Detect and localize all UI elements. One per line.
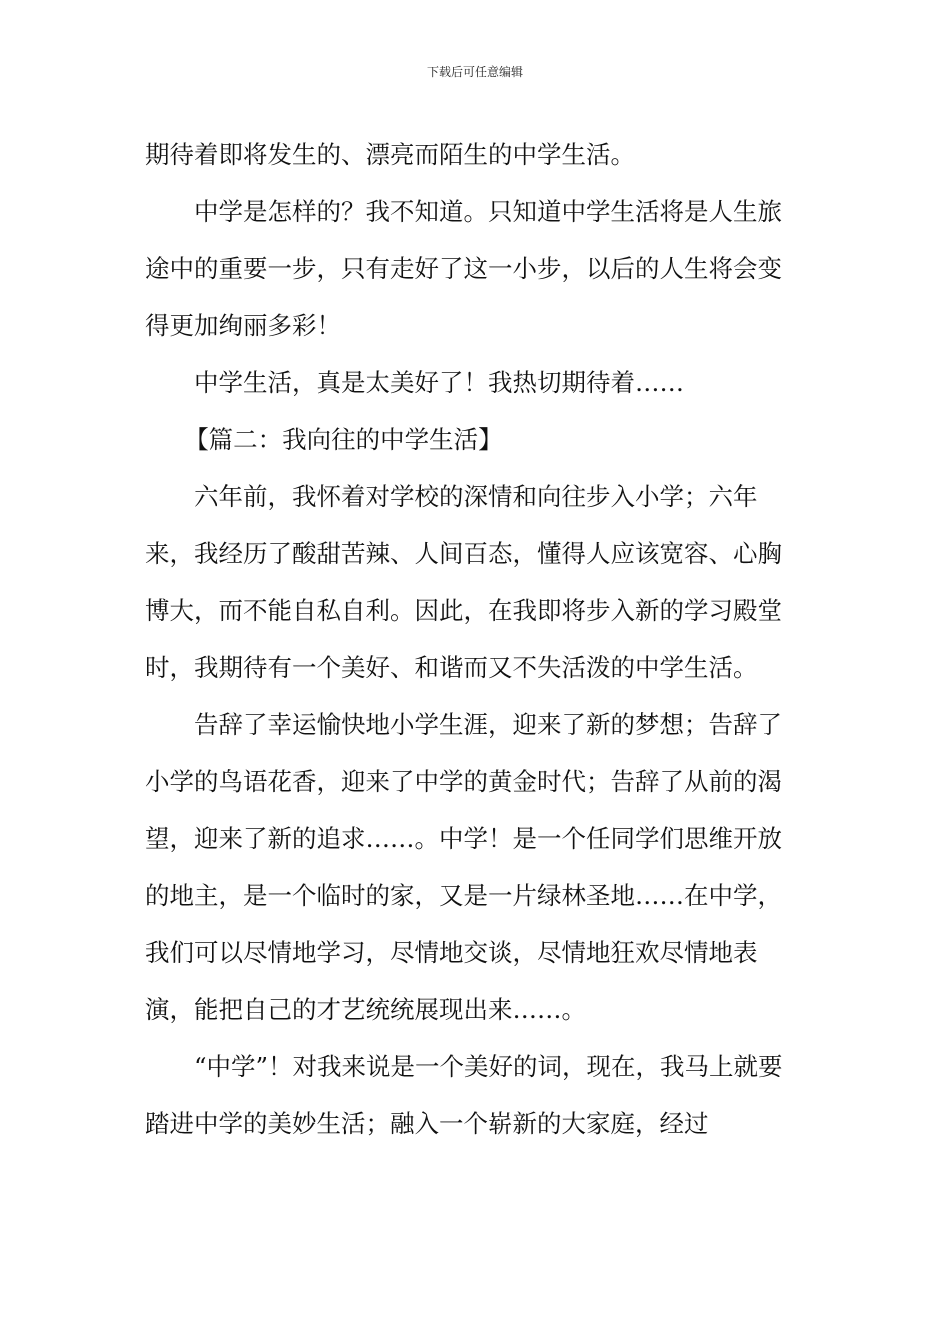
page-header: 下载后可任意编辑 <box>426 65 523 79</box>
paragraph: 中学是怎样的？我不知道。只知道中学生活将是人生旅途中的重要一步，只有走好了这一小步，以后的人生将会变得更加绚丽多彩！ <box>145 197 782 340</box>
paragraph: 期待着即将发生的、漂亮而陌生的中学生活。 <box>145 140 635 169</box>
paragraph: 六年前，我怀着对学校的深情和向往步入小学；六年来，我经历了酸甜苦辣、人间百态，懂得人应该宽容、心胸博大，而不能自私自利。因此，在我即将步入新的学习殿堂时，我期待有一个美好、和谐而又不失活泼的中学生活。 <box>145 482 782 682</box>
paragraph: 中学生活，真是太美好了！我热切期待着…… <box>194 368 684 397</box>
paragraph: “中学”！对我来说是一个美好的词，现在，我马上就要踏进中学的美妙生活；融入一个崭新的大家庭，经过 <box>145 1052 783 1138</box>
document-body <box>145 126 805 1152</box>
paragraph: 告辞了幸运愉快地小学生涯，迎来了新的梦想；告辞了小学的鸟语花香，迎来了中学的黄金时代；告辞了从前的渴望，迎来了新的追求……。中学！是一个任同学们思维开放的地主，是一个临时的家，又是一片绿林圣地……在中学，我们可以尽情地学习，尽情地交谈，尽情地狂欢尽情地表演，能把自己的才艺统统展现出来……。 <box>145 710 782 1024</box>
section-heading: 【篇二：我向往的中学生活】 <box>184 425 503 454</box>
